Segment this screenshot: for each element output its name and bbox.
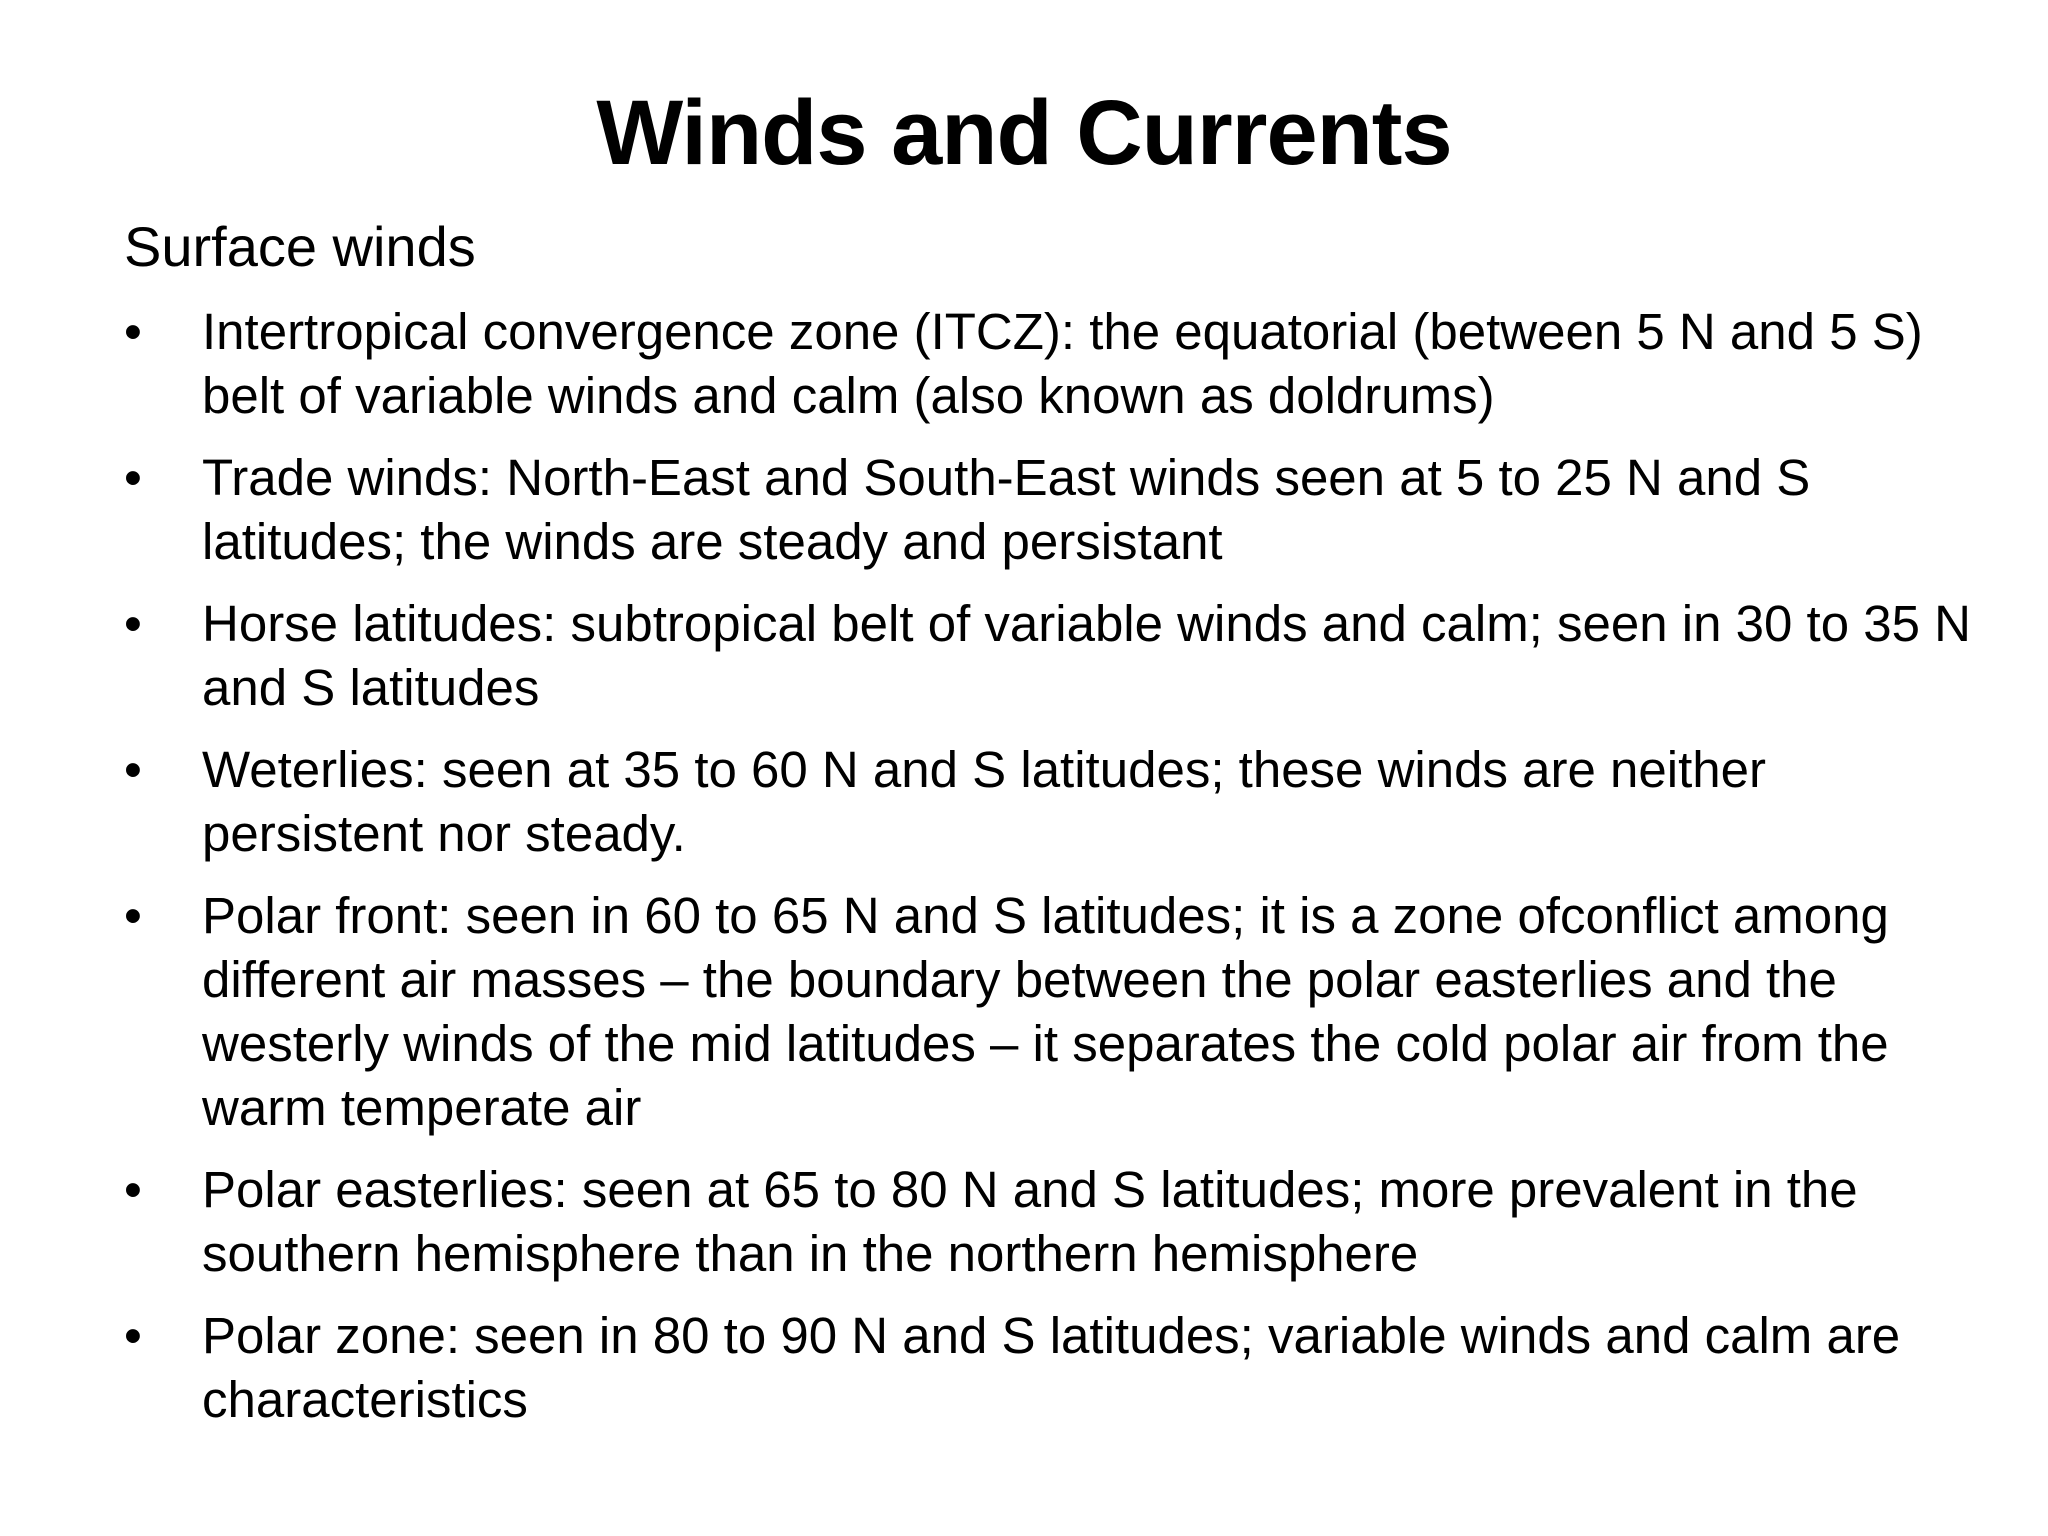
bullet-icon: • bbox=[124, 741, 142, 798]
slide-title: Winds and Currents bbox=[596, 82, 1452, 184]
bullet-item-polar-front bbox=[124, 884, 1984, 1140]
bullet-icon: • bbox=[124, 1161, 142, 1218]
bullet-icon: • bbox=[124, 887, 142, 944]
bullet-text: Horse latitudes: subtropical belt of variable winds and calm; seen in 30 to 35 N and S latitudes bbox=[202, 595, 1971, 716]
bullet-text: Polar easterlies: seen at 65 to 80 N and S latitudes; more prevalent in the southern hemisphere than in the northern hemisphere bbox=[202, 1161, 1858, 1282]
bullet-text: Polar front: seen in 60 to 65 N and S latitudes; it is a zone ofconflict among different air masses – the boundary between the polar easterlies and the westerly winds of the mid latitudes – it separates the cold polar air from the warm temperate air bbox=[202, 887, 1889, 1136]
bullet-icon: • bbox=[124, 595, 142, 652]
bullet-item-polar-easterlies bbox=[124, 1158, 1984, 1286]
bullet-text: Polar zone: seen in 80 to 90 N and S latitudes; variable winds and calm are characteristics bbox=[202, 1307, 1901, 1428]
bullet-item-polar-zone bbox=[124, 1304, 1984, 1432]
bullet-icon: • bbox=[124, 1307, 142, 1364]
bullet-icon: • bbox=[124, 449, 142, 506]
bullet-text: Intertropical convergence zone (ITCZ): the equatorial (between 5 N and 5 S) belt of variable winds and calm (also known as doldrums) bbox=[202, 303, 1923, 424]
bullet-text: Weterlies: seen at 35 to 60 N and S latitudes; these winds are neither persistent nor steady. bbox=[202, 741, 1766, 862]
slide-subtitle: Surface winds bbox=[124, 215, 476, 278]
bullet-item-westerlies bbox=[124, 738, 1984, 866]
bullet-list bbox=[124, 300, 1984, 1450]
bullet-item-trade-winds bbox=[124, 446, 1984, 574]
bullet-item-itcz bbox=[124, 300, 1984, 428]
bullet-icon: • bbox=[124, 303, 142, 360]
bullet-item-horse-latitudes bbox=[124, 592, 1984, 720]
bullet-text: Trade winds: North-East and South-East winds seen at 5 to 25 N and S latitudes; the winds are steady and persistant bbox=[202, 449, 1811, 570]
